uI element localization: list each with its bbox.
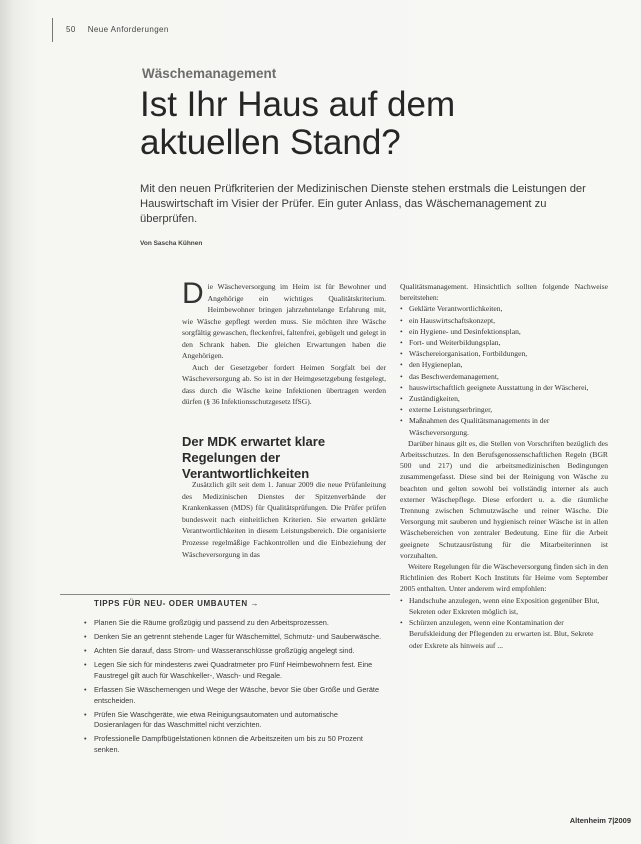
tip-item: • Professionelle Dampfbügelstationen können die Arbeitszeiten um bis zu 50 Prozent senken. xyxy=(84,734,384,755)
tip-item: • Achten Sie darauf, dass Strom- und Wasseranschlüsse großzügig angelegt sind. xyxy=(84,646,384,657)
list-item: • Schürzen anzulegen, wenn eine Kontamination der Berufskleidung der Pflegenden zu erwarten ist. Blut, Sekrete oder Exkrete als hinweis auf ... xyxy=(400,617,608,651)
list-item: • Handschuhe anzulegen, wenn eine Exposition gegenüber Blut, Sekreten oder Exkreten möglich ist, xyxy=(400,595,608,617)
list-item: • hauswirtschaftlich geeignete Ausstattung in der Wäscherei, xyxy=(400,382,608,393)
list-item: • Fort- und Weiterbildungsplan, xyxy=(400,337,608,348)
tips-divider xyxy=(60,594,390,595)
running-header xyxy=(66,25,169,34)
tip-item: • Prüfen Sie Waschgeräte, wie etwa Reinigungsautomaten und automatische Dosieranlagen für das Waschmittel nicht verzichten. xyxy=(84,710,384,731)
intro-column xyxy=(182,277,386,408)
intro-paragraph-2: Auch der Gesetzgeber fordert Heimen Sorgfalt bei der Wäscheversorgung ab. So ist in der Heimgesetzgebung festgelegt, dass durch die Wäsche keine Infektionen übertragen werden dürfen (§ 36 Infektionsschutzgesetz IfSG). xyxy=(182,362,386,406)
tip-item: • Denken Sie an getrennt stehende Lager für Wäschemittel, Schmutz- und Sauberwäsche. xyxy=(84,632,384,643)
article-subheading: Der MDK erwartet klare Regelungen der Verantwortlichkeiten xyxy=(182,434,326,481)
magazine-footer: Altenheim 7|2009 xyxy=(569,816,631,825)
list-item: • den Hygieneplan, xyxy=(400,359,608,370)
list-item: • Zuständigkeiten, xyxy=(400,393,608,404)
article-kicker: Wäschemanagement xyxy=(142,66,277,81)
section-name: Neue Anforderungen xyxy=(87,25,169,34)
list-item: • externe Leistungserbringer, xyxy=(400,404,608,415)
rki-list xyxy=(400,595,608,651)
right-paragraph-2: Darüber hinaus gilt es, die Stellen von Vorschriften bezüglich des Arbeitsschutzes. In den Berufsgenossenschaftlichen Regeln (BGR 500 und 217) und die arbeitsmedizinischen Bedingungen zusammengefasst. Diese sind bei der Reinigung von Wäsche zu beachten und gelten sowohl bei vollständig interner als auch externer Wäschepflege. Diese erfordert u. a. die räumliche Trennung zwischen Schmutzwäsche und reiner Wäsche. Die Versorgung mit sauberen und hygienisch reiner Wäsche ist in allen Wäschebereichen von zentraler Bedeutung. Eine für die Arbeit geeignete Schutzausrüstung für die Mitarbeiterinnen ist vorzuhalten. xyxy=(400,438,608,560)
tip-item: • Planen Sie die Räume großzügig und passend zu den Arbeitsprozessen. xyxy=(84,618,384,629)
title-line-1: Ist Ihr Haus auf dem xyxy=(140,85,456,124)
article-byline: Von Sascha Kühnen xyxy=(140,240,203,247)
list-item: • ein Hygiene- und Desinfektionsplan, xyxy=(400,326,608,337)
list-item: • ein Hauswirtschaftskonzept, xyxy=(400,315,608,326)
article-title xyxy=(140,86,455,162)
list-item: • Geklärte Verantwortlichkeiten, xyxy=(400,303,608,314)
tips-list xyxy=(84,618,384,759)
page-number: 50 xyxy=(66,25,76,34)
header-divider xyxy=(52,18,53,42)
list-item: • Wäschereiorganisation, Fortbildungen, xyxy=(400,348,608,359)
right-column xyxy=(400,281,608,651)
article-deck: Mit den neuen Prüfkriterien der Medizinischen Dienste stehen erstmals die Leistungen der Hauswirtschaft im Visier der Prüfer. Ein guter Anlass, das Wäschemanagement zu überprüfen. xyxy=(140,183,586,225)
intro-paragraph-1 xyxy=(182,277,386,362)
mdk-paragraph: Zusätzlich gilt seit dem 1. Januar 2009 die neue Prüfanleitung des Medizinischen Dienstes der Spitzenverbände der Krankenkassen (MDS) für Qualitätsprüfungen. Die Prüfer prüfen bundesweit nach einheitlichen Kriterien. Sie erwarten geklärte Verantwortlichkeiten in diesem Leistungsbereich. Die organisierte Prozesse regelmäßige Fachkontrollen und die Einbeziehung der Wäscheversorgung in das xyxy=(182,480,386,559)
requirements-list xyxy=(400,303,608,437)
tip-item: • Erfassen Sie Wäschemengen und Wege der Wäsche, bevor Sie über Größe und Geräte entscheiden. xyxy=(84,685,384,706)
drop-cap: D xyxy=(182,277,204,310)
list-item: • das Beschwerdemanagement, xyxy=(400,371,608,382)
tip-item: • Legen Sie sich für mindestens zwei Quadratmeter pro Fünf Heimbewohnern fest. Eine Faustregel gilt auch für Waschkeller-, Wasch- und Regale. xyxy=(84,660,384,681)
tips-title: TIPPS FÜR NEU- ODER UMBAUTEN → xyxy=(94,599,260,608)
intro-paragraph-1-text: ie Wäscheversorgung im Heim ist für Bewohner und Angehörige ein wichtiges Qualitätskriterium. Heimbewohner bringen jahrzehntelange Erfahrung mit, wie Wäsche gepflegt werden muss. Sie möchten ihre Wäsche sorgfältig gewaschen, fleckenfrei, faltenfrei, gebügelt und gelegt in den Schrank haben. Die gleichen Erwartungen haben die Angehörigen. xyxy=(182,282,386,360)
title-line-2: aktuellen Stand? xyxy=(140,123,401,162)
right-paragraph-1: Qualitätsmanagement. Hinsichtlich sollten folgende Nachweise bereitstehen: xyxy=(400,282,608,303)
list-item: • Maßnahmen des Qualitätsmanagements in der Wäscheversorgung. xyxy=(400,415,608,437)
right-paragraph-3: Weitere Regelungen für die Wäscheversorgung finden sich in den Richtlinien des Robert Koch Instituts für Heime vom September 2005 enthalten. Unter anderem wird empfohlen: xyxy=(400,562,608,594)
